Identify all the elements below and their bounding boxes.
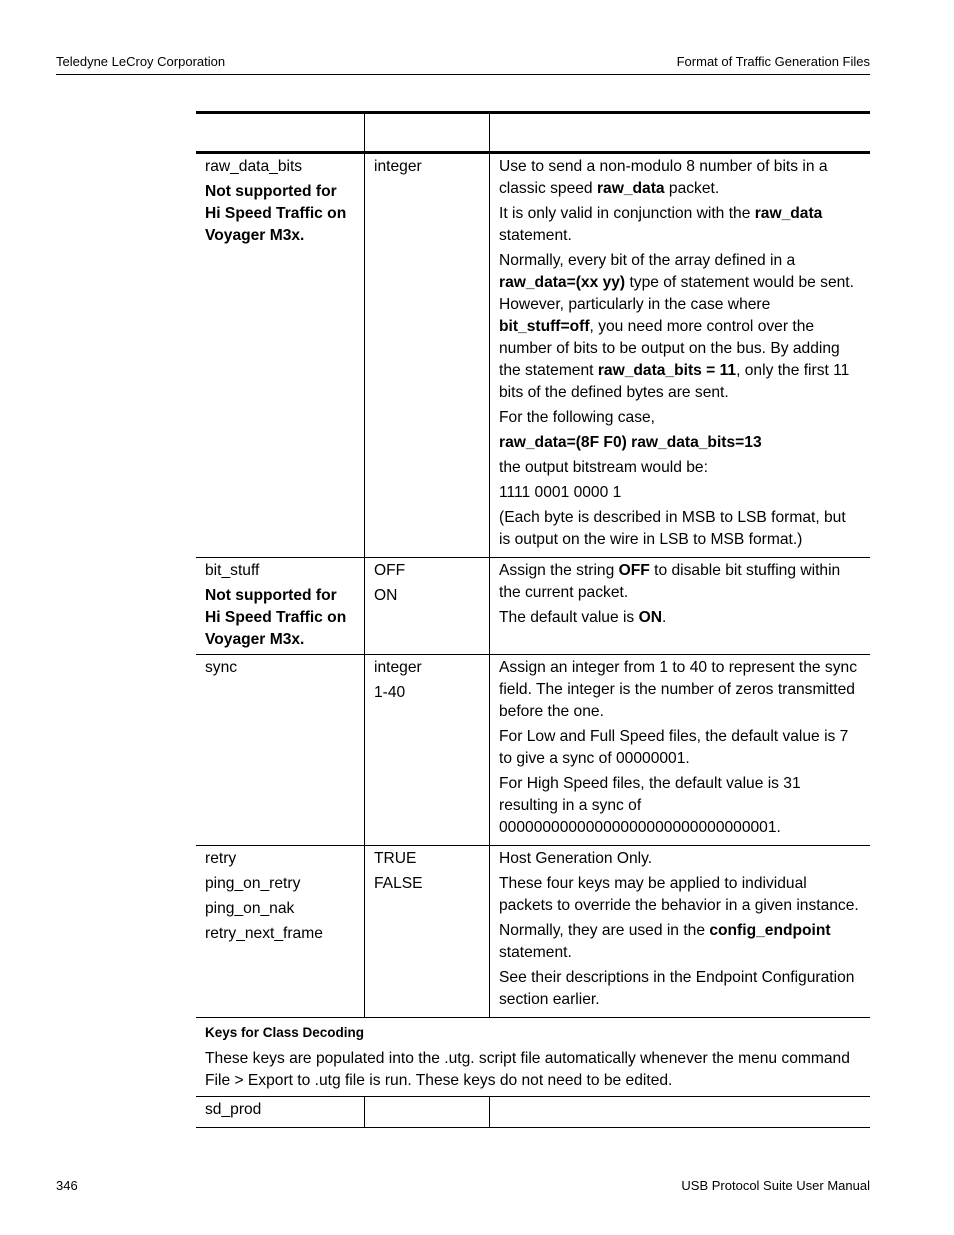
description-paragraph: For High Speed files, the default value is 31 resulting in a sync of 00000000000000000000000000000001. [499, 775, 801, 836]
value-text: FALSE [374, 875, 423, 892]
description-cell [490, 846, 871, 1018]
key-name: ping_on_nak [205, 900, 295, 917]
page-number: 346 [56, 1178, 78, 1193]
code-example: raw_data=(8F F0) raw_data_bits=13 [499, 434, 762, 451]
description-cell [490, 153, 871, 558]
key-name: retry [205, 850, 237, 867]
section-cell [196, 1018, 870, 1097]
key-cell [196, 1097, 365, 1128]
key-cell [196, 655, 365, 846]
description-paragraph: Assign an integer from 1 to 40 to represent the sync field. The integer is the number of zeros transmitted before the one. [499, 659, 857, 720]
table-row-retry [196, 846, 870, 1018]
description-paragraph: Normally, they are used in the config_endpoint statement. [499, 922, 831, 961]
support-note: Not supported for Hi Speed Traffic on Voyager M3x. [205, 587, 347, 648]
header-company: Teledyne LeCroy Corporation [56, 54, 226, 69]
description-paragraph: (Each byte is described in MSB to LSB format, but is output on the wire in LSB to MSB format.) [499, 509, 846, 548]
key-cell [196, 558, 365, 655]
description-paragraph: See their descriptions in the Endpoint Configuration section earlier. [499, 969, 855, 1008]
key-name: retry_next_frame [205, 925, 323, 942]
key-name: ping_on_retry [205, 875, 301, 892]
section-title: Keys for Class Decoding [205, 1025, 365, 1040]
header-rule [56, 74, 870, 75]
description-cell [490, 655, 871, 846]
value-text: integer [374, 659, 422, 676]
description-paragraph: It is only valid in conjunction with the raw_data statement. [499, 205, 823, 244]
table-row-sync [196, 655, 870, 846]
key-name: raw_data_bits [205, 158, 303, 175]
header-cell-value [365, 113, 490, 153]
description-cell [490, 558, 871, 655]
value-cell [365, 1097, 490, 1128]
value-cell [365, 655, 490, 846]
header-cell-description [490, 113, 871, 153]
table-row-sd-prod [196, 1097, 870, 1128]
key-name: bit_stuff [205, 562, 260, 579]
value-text: 1-40 [374, 684, 406, 701]
support-note: Not supported for Hi Speed Traffic on Voyager M3x. [205, 183, 347, 244]
value-text: integer [374, 158, 422, 175]
description-paragraph: These four keys may be applied to individual packets to override the behavior in a given instance. [499, 875, 859, 914]
description-paragraph: Use to send a non-modulo 8 number of bits in a classic speed raw_data packet. [499, 158, 828, 197]
section-row-class-decoding [196, 1018, 870, 1097]
key-cell [196, 153, 365, 558]
description-paragraph: The default value is ON. [499, 609, 667, 626]
header-cell-key [196, 113, 365, 153]
description-paragraph: For Low and Full Speed files, the default value is 7 to give a sync of 00000001. [499, 728, 849, 767]
description-paragraph: For the following case, [499, 409, 656, 426]
table-header-row [196, 113, 870, 153]
keys-table [196, 111, 870, 1128]
value-text: OFF [374, 562, 406, 579]
value-cell [365, 846, 490, 1018]
key-name: sd_prod [205, 1101, 262, 1118]
table-row-raw-data-bits [196, 153, 870, 558]
footer-manual-title: USB Protocol Suite User Manual [681, 1178, 870, 1193]
description-paragraph: Normally, every bit of the array defined in a raw_data=(xx yy) type of statement would be sent. However, particularly in the case where bit_stuff=off, you need more control over the number of bits to be output on the bus. By adding the statement raw_data_bits = 11, only the first 11 bits of the defined bytes are sent. [499, 252, 854, 401]
value-text: TRUE [374, 850, 417, 867]
description-paragraph: the output bitstream would be: [499, 459, 708, 476]
section-body: These keys are populated into the .utg. script file automatically whenever the menu command File > Export to .utg file is run. These keys do not need to be edited. [205, 1050, 850, 1089]
value-cell [365, 558, 490, 655]
table-row-bit-stuff [196, 558, 870, 655]
key-cell [196, 846, 365, 1018]
header-section-title: Format of Traffic Generation Files [676, 54, 870, 69]
bitstream-example: 1111 0001 0000 1 [499, 484, 622, 501]
description-paragraph: Host Generation Only. [499, 850, 653, 867]
key-name: sync [205, 659, 238, 676]
value-cell [365, 153, 490, 558]
description-cell [490, 1097, 871, 1128]
description-paragraph: Assign the string OFF to disable bit stuffing within the current packet. [499, 562, 841, 601]
value-text: ON [374, 587, 398, 604]
